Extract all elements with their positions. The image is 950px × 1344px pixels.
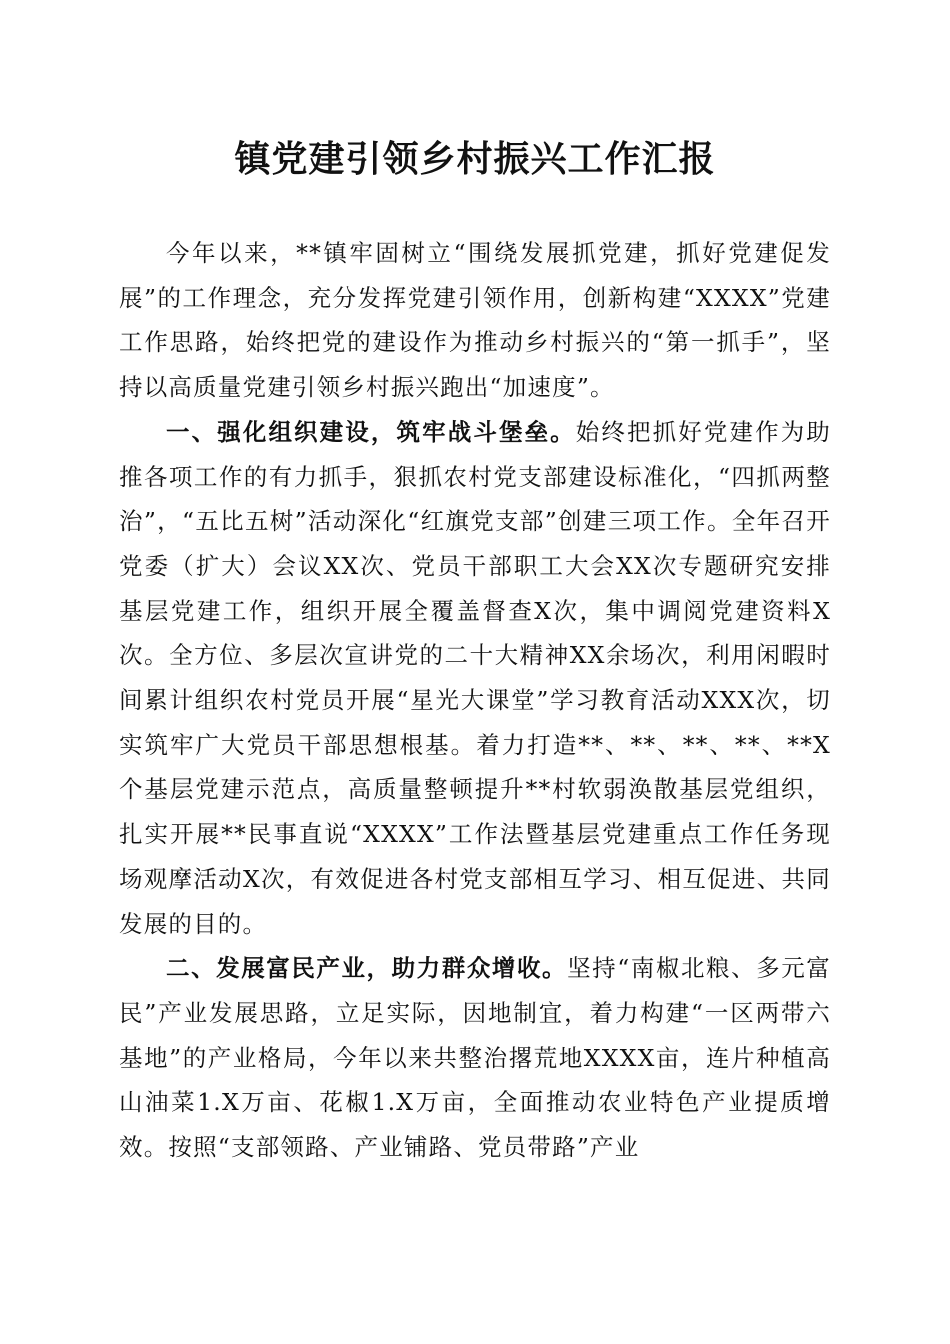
section-two-text: 坚持“南椒北粮、多元富民”产业发展思路，立足实际，因地制宜，着力构建“一区两带六基地”的产业格局，今年以来共整治撂荒地XXXX亩，连片种植高山油菜1.X万亩、花椒1.X万亩，全面推动农业特色产业提质增效。按照“支部领路、产业铺路、党员带路”产业 (119, 954, 831, 1162)
section-one-paragraph (119, 410, 831, 946)
intro-paragraph (119, 231, 831, 410)
section-one-heading: 一、强化组织建设，筑牢战斗堡垒。 (166, 417, 576, 446)
document-body (119, 231, 831, 1170)
section-two-paragraph (119, 946, 831, 1170)
section-one-text: 始终把抓好党建作为助推各项工作的有力抓手，狠抓农村党支部建设标准化，“四抓两整治”，“五比五树”活动深化“红旗党支部”创建三项工作。全年召开党委（扩大）会议XX次、党员干部职工大会XX次专题研究安排基层党建工作，组织开展全覆盖督查X次，集中调阅党建资料X次。全方位、多层次宣讲党的二十大精神XX余场次，利用闲暇时间累计组织农村党员开展“星光大课堂”学习教育活动XXX次，切实筑牢广大党员干部思想根基。着力打造**、**、**、**、**X个基层党建示范点，高质量整顿提升**村软弱涣散基层党组织，扎实开展**民事直说“XXXX”工作法暨基层党建重点工作任务现场观摩活动X次，有效促进各村党支部相互学习、相互促进、共同发展的目的。 (119, 417, 832, 938)
section-two-heading: 二、发展富民产业，助力群众增收。 (166, 954, 568, 983)
document-title: 镇党建引领乡村振兴工作汇报 (234, 138, 716, 180)
intro-text: 今年以来，**镇牢固树立“围绕发展抓党建，抓好党建促发展”的工作理念，充分发挥党建引领作用，创新构建“XXXX”党建工作思路，始终把党的建设作为推动乡村振兴的“第一抓手”，坚持以高质量党建引领乡村振兴跑出“加速度”。 (119, 239, 831, 402)
